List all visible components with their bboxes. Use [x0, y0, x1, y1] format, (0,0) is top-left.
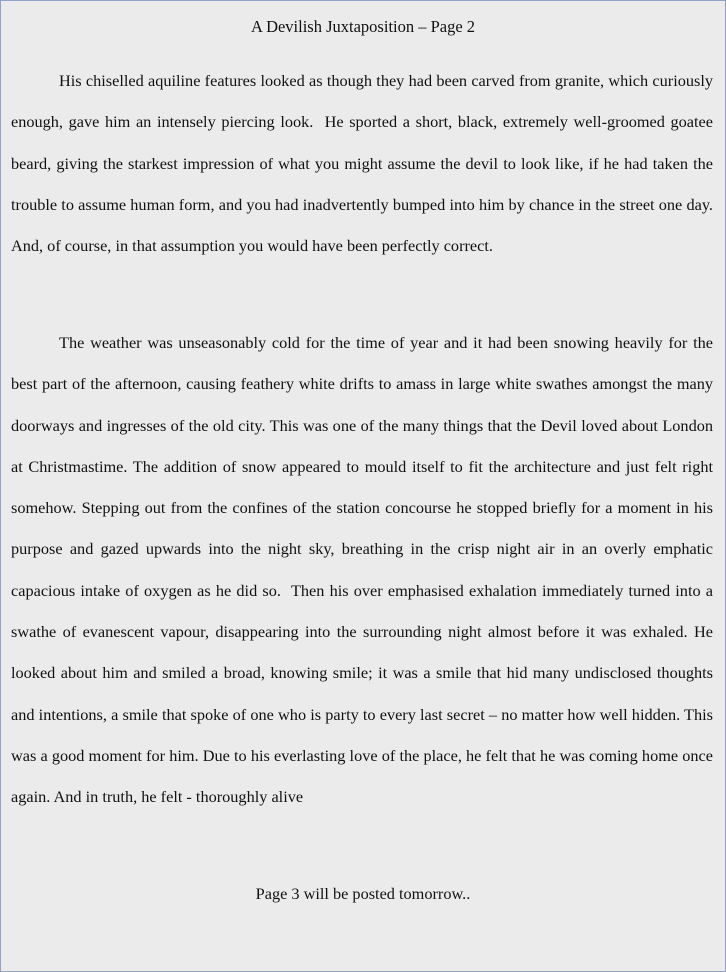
paragraph-1: His chiselled aquiline features looked as though they had been carved from granite, which curiously enough, gave him an intensely piercing look. He sported a short, black, extremely well-groomed goatee beard, giving the starkest impression of what you might assume the devil to look like, if he had taken the trouble to assume human form, and you had inadvertently bumped into him by chance in the street one day. And, of course, in that assumption you would have been perfectly correct.	[11, 71, 713, 256]
paragraph-2: The weather was unseasonably cold for the time of year and it had been snowing heavily for the best part of the afternoon, causing feathery white drifts to amass in large white swathes amongst the many doorways and ingresses of the old city. This was one of the many things that the Devil loved about London at Christmastime. The addition of snow appeared to mould itself to fit the architecture and just felt right somehow. Stepping out from the confines of the station concourse he stopped briefly for a moment in his purpose and gazed upwards into the night sky, breathing in the crisp night air in an overly emphatic capacious intake of oxygen as he did so. Then his over emphasised exhalation immediately turned into a swathe of evanescent vapour, disappearing into the surrounding night almost before it was exhaled. He looked about him and smiled a broad, knowing smile; it was a smile that hid many undisclosed thoughts and intentions, a smile that spoke of one who is party to every last secret – no matter how well hidden. This was a good moment for him. Due to his everlasting love of the place, he felt that he was coming home once again. And in truth, he felt - thoroughly alive	[11, 333, 713, 807]
page-title: A Devilish Juxtaposition – Page 2	[250, 17, 476, 36]
footer-note: Page 3 will be posted tomorrow..	[255, 884, 471, 903]
